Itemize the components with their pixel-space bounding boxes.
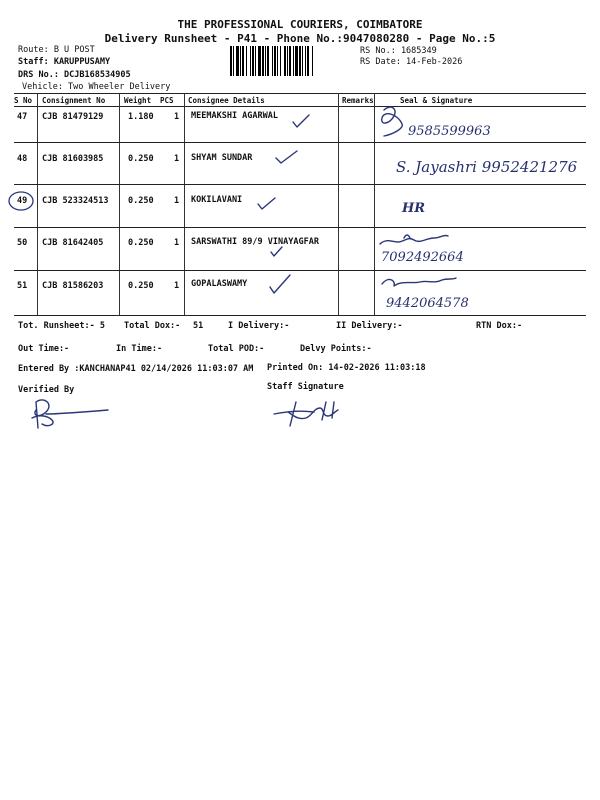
row-weight: 0.250 [128, 238, 154, 248]
row-weight: 0.250 [128, 154, 154, 164]
tot-runsheet: Tot. Runsheet:- 5 [18, 321, 105, 331]
handwritten-initials: HR [402, 201, 426, 216]
drs-number: DRS No.: DCJB168534905 [18, 70, 131, 80]
row-consignment-no: CJB 523324513 [42, 196, 109, 206]
rs-date: RS Date: 14-Feb-2026 [360, 57, 463, 67]
in-time: In Time:- [116, 344, 163, 354]
handwritten-signature: S. Jayashri 9952421276 [396, 158, 578, 176]
total-dox-value: 51 [193, 321, 204, 331]
row-consignee: GOPALASWAMY [191, 279, 248, 289]
col-header-pcs: PCS [160, 96, 174, 105]
row-pcs: 1 [174, 112, 180, 122]
row-sno: 49 [17, 196, 28, 206]
tick-mark [270, 275, 290, 293]
rtn-dox: RTN Dox:- [476, 321, 523, 331]
row-weight: 0.250 [128, 281, 154, 291]
verified-by-label: Verified By [18, 385, 75, 395]
tick-mark [271, 247, 282, 256]
printed-on: Printed On: 14-02-2026 11:03:18 [267, 363, 426, 373]
staff-text: Staff: KARUPPUSAMY [18, 57, 111, 67]
handwritten-phone: 9442064578 [386, 296, 469, 311]
row-consignee: SARSWATHI 89/9 VINAYAGFAR [191, 237, 319, 247]
tick-mark [276, 151, 297, 163]
row-consignment-no: CJB 81479129 [42, 112, 104, 122]
row-consignment-no: CJB 81586203 [42, 281, 104, 291]
verified-by-signature [22, 392, 142, 442]
entered-by: Entered By :KANCHANAP41 02/14/2026 11:03:07 AM [18, 364, 254, 374]
row-sno: 50 [17, 238, 28, 248]
ii-delivery: II Delivery:- [336, 321, 403, 331]
out-time: Out Time:- [18, 344, 70, 354]
col-header-seal-signature: Seal & Signature [400, 96, 473, 105]
company-title: THE PROFESSIONAL COURIERS, COIMBATORE [177, 18, 423, 31]
rs-number: RS No.: 1685349 [360, 46, 437, 56]
signature-scribble [382, 278, 456, 286]
handwritten-phone: 7092492664 [381, 250, 464, 265]
runsheet-subtitle: Delivery Runsheet - P41 - Phone No.:9047080280 - Page No.:5 [104, 32, 496, 45]
row-consignee: MEEMAKSHI AGARWAL [191, 111, 278, 121]
col-header-weight: Weight [124, 96, 152, 105]
row-weight: 0.250 [128, 196, 154, 206]
col-header-sno: S No [14, 96, 33, 105]
row-consignee: KOKILAVANI [191, 195, 243, 205]
row-weight: 1.180 [128, 112, 154, 122]
row-consignee: SHYAM SUNDAR [191, 153, 253, 163]
pen-marks [0, 0, 600, 330]
staff-signature-image [268, 396, 358, 436]
row-sno: 51 [17, 281, 28, 291]
row-pcs: 1 [174, 238, 180, 248]
signature-scribble [382, 107, 403, 136]
tick-mark [258, 198, 275, 209]
circle-mark [9, 192, 33, 210]
signature-scribble [380, 235, 448, 244]
tick-mark [293, 115, 309, 127]
vehicle-text: Vehicle: Two Wheeler Delivery [22, 82, 171, 92]
total-pod: Total POD:- [208, 344, 265, 354]
total-dox-label: Total Dox:- [124, 321, 181, 331]
row-pcs: 1 [174, 196, 180, 206]
row-sno: 48 [17, 154, 28, 164]
row-pcs: 1 [174, 281, 180, 291]
delvy-points: Delvy Points:- [300, 344, 372, 354]
row-consignment-no: CJB 81642405 [42, 238, 104, 248]
col-header-consignment: Consignment No [42, 96, 106, 105]
route-text: Route: B U POST [18, 45, 95, 55]
handwritten-phone: 9585599963 [408, 124, 491, 139]
row-sno: 47 [17, 112, 28, 122]
i-delivery: I Delivery:- [228, 321, 290, 331]
row-pcs: 1 [174, 154, 180, 164]
col-header-consignee: Consignee Details [188, 96, 265, 105]
col-header-remarks: Remarks [342, 96, 374, 105]
row-consignment-no: CJB 81603985 [42, 154, 104, 164]
staff-signature-label: Staff Signature [267, 382, 344, 392]
